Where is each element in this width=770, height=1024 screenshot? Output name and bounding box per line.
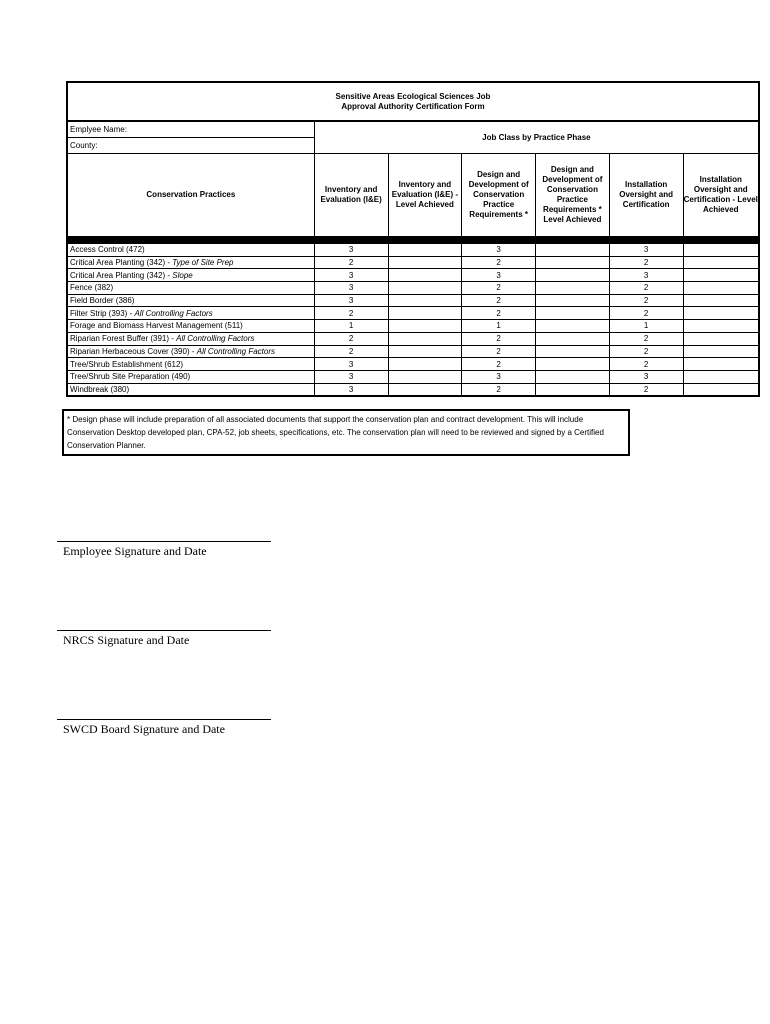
practice-label: Fence (382) [70,283,114,293]
table-row [67,383,759,396]
ie-level-cell[interactable] [388,269,462,282]
design-level-cell[interactable] [536,383,610,396]
ie-value: 2 [314,332,388,345]
job-class-header: Job Class by Practice Phase [314,121,759,154]
install-value: 2 [609,294,683,307]
install-level-cell[interactable] [683,332,759,345]
design-value: 2 [462,332,536,345]
col-header-ie-level: Inventory and Evaluation (I&E) - Level Achieved [388,154,462,237]
practice-name [67,345,314,358]
install-level-cell[interactable] [683,282,759,295]
col-header-ie: Inventory and Evaluation (I&E) [314,154,388,237]
table-row [67,244,759,257]
ie-level-cell[interactable] [388,282,462,295]
practice-label: Windbreak (380) [70,384,130,394]
practice-name [67,358,314,371]
ie-level-cell[interactable] [388,307,462,320]
ie-level-cell[interactable] [388,370,462,383]
ie-level-cell[interactable] [388,358,462,371]
employee-name-field[interactable]: Emplyee Name: [67,121,314,138]
install-value: 2 [609,383,683,396]
design-value: 1 [462,320,536,333]
ie-value: 3 [314,294,388,307]
design-level-cell[interactable] [536,332,610,345]
practice-name [67,307,314,320]
practice-qualifier: Type of Site Prep [172,258,234,268]
practice-rows [67,244,759,397]
design-value: 3 [462,244,536,257]
design-level-cell[interactable] [536,345,610,358]
practice-label: Access Control (472) [70,245,145,255]
design-level-cell[interactable] [536,244,610,257]
nrcs-signature-label: NRCS Signature and Date [63,633,190,647]
table-row [67,307,759,320]
design-value: 3 [462,370,536,383]
design-level-cell[interactable] [536,370,610,383]
practice-name [67,282,314,295]
table-row [67,256,759,269]
practice-qualifier: All Controlling Factors [176,334,255,344]
ie-level-cell[interactable] [388,244,462,257]
install-level-cell[interactable] [683,256,759,269]
practice-label: Riparian Herbaceous Cover (390) - [70,346,197,356]
practice-name [67,332,314,345]
practice-label: Critical Area Planting (342) - [70,270,173,280]
practice-qualifier: Slope [172,270,193,280]
practice-qualifier: All Controlling Factors [134,308,213,318]
table-row [67,269,759,282]
swcd-signature-line[interactable] [57,719,271,720]
install-value: 3 [609,269,683,282]
install-value: 2 [609,358,683,371]
design-level-cell[interactable] [536,320,610,333]
ie-value: 1 [314,320,388,333]
col-header-install: Installation Oversight and Certification [609,154,683,237]
install-level-cell[interactable] [683,370,759,383]
header-separator [67,237,759,244]
practice-qualifier: All Controlling Factors [196,346,275,356]
install-level-cell[interactable] [683,320,759,333]
table-row [67,370,759,383]
ie-value: 2 [314,307,388,320]
ie-value: 2 [314,256,388,269]
ie-level-cell[interactable] [388,294,462,307]
swcd-signature-label: SWCD Board Signature and Date [63,722,225,736]
col-header-install-level: Installation Oversight and Certification - Level Achieved [683,154,759,237]
ie-value: 3 [314,282,388,295]
certification-form-table [66,81,760,397]
ie-level-cell[interactable] [388,332,462,345]
design-value: 2 [462,345,536,358]
install-value: 2 [609,345,683,358]
practice-name [67,370,314,383]
design-level-cell[interactable] [536,256,610,269]
practice-name [67,294,314,307]
design-value: 2 [462,282,536,295]
nrcs-signature-line[interactable] [57,630,271,631]
practice-label: Field Border (386) [70,296,135,306]
install-value: 2 [609,282,683,295]
install-level-cell[interactable] [683,307,759,320]
install-value: 1 [609,320,683,333]
ie-value: 3 [314,269,388,282]
table-row [67,320,759,333]
install-value: 3 [609,370,683,383]
form-title-line2: Approval Authority Certification Form [341,101,485,111]
design-value: 2 [462,383,536,396]
install-value: 2 [609,332,683,345]
practice-label: Filter Strip (393) - [70,308,135,318]
practice-label: Critical Area Planting (342) - [70,258,173,268]
practice-name [67,269,314,282]
design-value: 3 [462,269,536,282]
practice-name [67,244,314,257]
practice-label: Tree/Shrub Establishment (612) [70,359,184,369]
ie-level-cell[interactable] [388,383,462,396]
practice-label: Riparian Forest Buffer (391) - [70,334,177,344]
ie-level-cell[interactable] [388,320,462,333]
col-header-practices: Conservation Practices [67,154,314,237]
design-level-cell[interactable] [536,358,610,371]
ie-value: 2 [314,345,388,358]
design-value: 2 [462,307,536,320]
ie-value: 3 [314,244,388,257]
ie-value: 3 [314,383,388,396]
install-value: 2 [609,307,683,320]
install-value: 3 [609,244,683,257]
install-level-cell[interactable] [683,294,759,307]
practice-name [67,383,314,396]
design-level-cell[interactable] [536,294,610,307]
ie-value: 3 [314,370,388,383]
design-phase-footnote: * Design phase will include preparation of all associated documents that support the conservation plan and contract development. This will include Conservation Desktop developed plan, CPA-52, job sheets, specifications, etc. The conservation plan will need to be reviewed and signed by a Certified Conservation Planner. [62,409,630,456]
design-level-cell[interactable] [536,269,610,282]
ie-level-cell[interactable] [388,256,462,269]
install-level-cell[interactable] [683,383,759,396]
practice-name [67,256,314,269]
practice-name [67,320,314,333]
install-level-cell[interactable] [683,345,759,358]
table-row [67,358,759,371]
install-level-cell[interactable] [683,358,759,371]
table-row [67,345,759,358]
ie-level-cell[interactable] [388,345,462,358]
employee-signature-label: Employee Signature and Date [63,544,207,558]
design-level-cell[interactable] [536,282,610,295]
design-level-cell[interactable] [536,307,610,320]
county-field[interactable]: County: [67,138,314,154]
col-header-design: Design and Development of Conservation Practice Requirements * [462,154,536,237]
install-level-cell[interactable] [683,269,759,282]
table-row [67,294,759,307]
design-value: 2 [462,358,536,371]
practice-label: Tree/Shrub Site Preparation (490) [70,372,191,382]
table-row [67,282,759,295]
form-title-line1: Sensitive Areas Ecological Sciences Job [335,91,491,101]
practice-label: Forage and Biomass Harvest Management (511) [70,321,243,331]
design-value: 2 [462,256,536,269]
install-level-cell[interactable] [683,244,759,257]
col-header-design-level: Design and Development of Conservation Practice Requirements * Level Achieved [536,154,610,237]
form-title [67,82,759,121]
ie-value: 3 [314,358,388,371]
design-value: 2 [462,294,536,307]
employee-signature-line[interactable] [57,541,271,542]
table-row [67,332,759,345]
install-value: 2 [609,256,683,269]
